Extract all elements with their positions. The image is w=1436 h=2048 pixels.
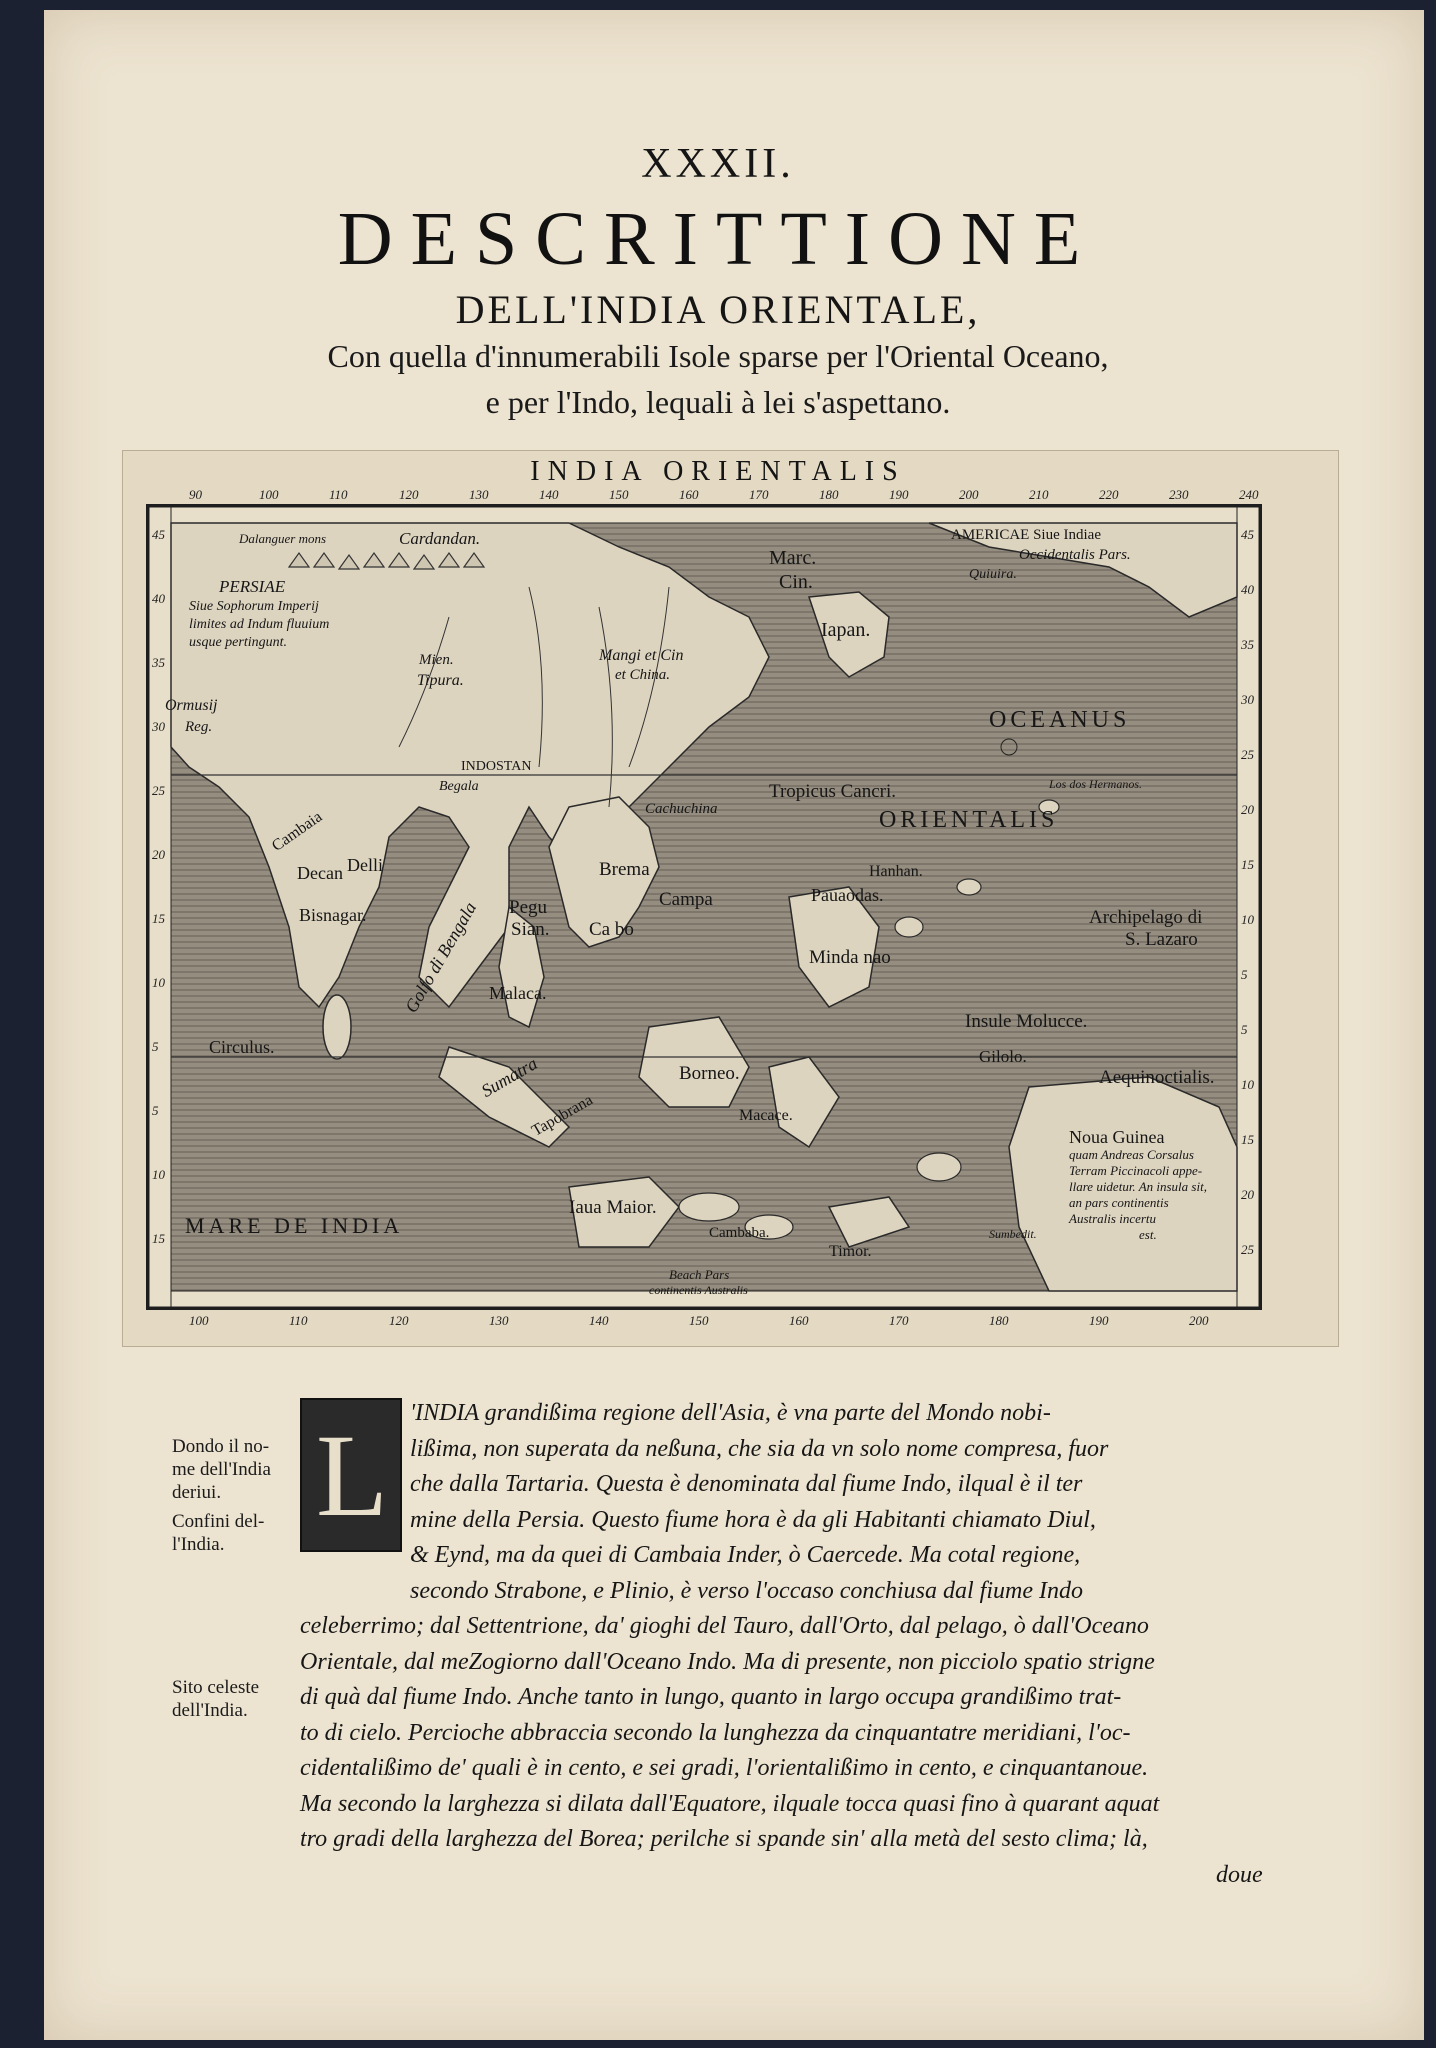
label-decan: Decan	[297, 863, 343, 883]
label-marc: Marc.	[769, 547, 817, 569]
body-line: tro gradi della larghezza del Borea; perilche si spande sin' alla metà del sesto clima; là,	[300, 1826, 1148, 1852]
body-line: Ma secondo la larghezza si dilata dall'Equatore, ilquale tocca quasi fino à quarant aquat	[300, 1790, 1160, 1817]
bottom-scale-tick: 150	[689, 1313, 709, 1328]
label-archipelago-1: Archipelago di	[1089, 907, 1203, 928]
top-scale-tick: 160	[679, 487, 699, 502]
bottom-scale-tick: 140	[589, 1313, 609, 1328]
bottom-scale-tick: 100	[189, 1313, 209, 1328]
label-los-hermanos: Los dos Hermanos.	[1049, 777, 1143, 791]
top-scale-tick: 230	[1169, 487, 1189, 502]
label-noua-6: Australis incertu	[1069, 1211, 1157, 1226]
right-scale-tick: 10	[1241, 912, 1254, 927]
label-persiae-sub2: limites ad Indum fluuium	[189, 617, 330, 632]
label-noua-2: quam Andreas Corsalus	[1069, 1147, 1194, 1162]
label-persiae: PERSIAE	[219, 577, 286, 596]
top-scale-tick: 190	[889, 487, 909, 502]
body-line: to di cielo. Percioche abbraccia secondo la lunghezza da cinquantatre meridiani, l'oc-	[300, 1719, 1131, 1746]
label-tipura: Tipura.	[417, 672, 464, 689]
label-ormus: Ormusij	[165, 697, 218, 714]
label-iapan: Iapan.	[821, 619, 871, 641]
decorated-initial: L	[300, 1398, 402, 1552]
label-malaca: Malaca.	[489, 983, 547, 1003]
top-scale-tick: 110	[329, 487, 348, 502]
label-golfo-bengala: Golfo di Bengala	[400, 898, 481, 1016]
bottom-scale-tick: 160	[789, 1313, 809, 1328]
label-noua-guinea: Noua Guinea	[1069, 1127, 1165, 1147]
top-scale-tick: 210	[1029, 487, 1049, 502]
label-cambaia: Cambaia	[268, 808, 326, 855]
right-scale-tick: 25	[1241, 747, 1254, 762]
margin-note-origin: Dondo il no- me dell'India deriui.	[172, 1436, 271, 1503]
right-scale-tick: 35	[1241, 637, 1254, 652]
body-line: cidentalißimo de' quali è in cento, e sei gradi, l'orientalißimo in cento, e cinquantanoue.	[300, 1755, 1149, 1781]
top-scale-tick: 170	[749, 487, 769, 502]
label-gilolo: Gilolo.	[979, 1047, 1027, 1066]
left-scale-tick: 30	[152, 719, 165, 734]
label-archipelago-2: S. Lazaro	[1125, 929, 1198, 950]
body-line: mine della Persia. Questo fiume hora è da gli Habitanti chiamato Diul,	[410, 1506, 1096, 1533]
left-scale-tick: 45	[152, 527, 165, 542]
description-line-1: Con quella d'innumerabili Isole sparse per l'Oriental Oceano,	[327, 338, 1109, 374]
label-macace: Macace.	[739, 1107, 793, 1124]
label-sian: Sian.	[511, 919, 550, 940]
right-scale-tick: 15	[1241, 857, 1254, 872]
right-scale-tick: 5	[1241, 1022, 1248, 1037]
label-cambaba: Cambaba.	[709, 1225, 770, 1241]
right-scale-tick: 15	[1241, 1132, 1254, 1147]
right-scale-tick: 30	[1241, 692, 1254, 707]
right-scale-tick: 20	[1241, 802, 1254, 817]
body-line: di quà dal fiume Indo. Anche tanto in lungo, quanto in largo occupa grandißimo trat-	[300, 1684, 1122, 1710]
label-cachuchina: Cachuchina	[645, 801, 718, 817]
body-line: 'INDIA grandißima regione dell'Asia, è vna parte del Mondo nobi-	[410, 1400, 1051, 1426]
left-scale-tick: 10	[152, 1167, 165, 1182]
top-scale-tick: 220	[1099, 487, 1119, 502]
label-sumatra: Sumatra	[477, 1053, 541, 1101]
label-cin: Cin.	[779, 571, 813, 593]
right-scale-tick: 20	[1241, 1187, 1254, 1202]
top-scale-tick: 200	[959, 487, 979, 502]
left-scale-tick: 10	[152, 975, 165, 990]
body-line: secondo Strabone, e Plinio, è verso l'occaso conchiusa dal fiume Indo	[410, 1577, 1083, 1604]
map-title: INDIA ORIENTALIS	[530, 456, 906, 487]
top-scale-tick: 120	[399, 487, 419, 502]
label-beach-1: Beach Pars	[669, 1267, 730, 1282]
label-beach-2: continentis Australis	[649, 1283, 748, 1297]
label-cardandan: Cardandan.	[399, 529, 481, 548]
top-scale-tick: 100	[259, 487, 279, 502]
body-line: che dalla Tartaria. Questa è denominata dal fiume Indo, ilqual è il ter	[410, 1471, 1083, 1497]
label-delli: Delli	[347, 855, 383, 875]
label-brema: Brema	[599, 859, 650, 880]
bottom-scale-tick: 120	[389, 1313, 409, 1328]
left-scale-tick: 40	[152, 591, 165, 606]
bottom-scale-tick: 190	[1089, 1313, 1109, 1328]
left-scale-tick: 35	[152, 655, 165, 670]
page-title: DESCRITTIONE	[337, 197, 1099, 281]
top-scale-tick: 240	[1239, 487, 1259, 502]
label-tropicus: Tropicus Cancri.	[769, 781, 897, 802]
label-orientalis: ORIENTALIS	[879, 807, 1059, 833]
label-timor: Timor.	[829, 1243, 872, 1260]
left-scale-tick: 5	[152, 1039, 159, 1054]
label-bisnagar: Bisnagar.	[299, 905, 367, 925]
bottom-scale-tick: 200	[1189, 1313, 1209, 1328]
label-aequinoctialis: Aequinoctialis.	[1099, 1067, 1215, 1088]
label-oceanus: OCEANUS	[989, 707, 1131, 733]
label-mien: Mien.	[419, 652, 454, 668]
label-campa: Campa	[659, 889, 713, 910]
label-america-1: AMERICAE Siue Indiae	[951, 527, 1101, 543]
body-line: lißima, non superata da neßuna, che sia da vn solo nome compresa, fuor	[410, 1435, 1109, 1462]
map-frame	[146, 487, 1262, 1328]
label-china: et China.	[615, 667, 670, 683]
bottom-scale-tick: 170	[889, 1313, 909, 1328]
margin-note-position: Sito celeste dell'India.	[172, 1677, 260, 1721]
bottom-scale-tick: 130	[489, 1313, 509, 1328]
left-scale-tick: 15	[152, 911, 165, 926]
left-scale-tick: 20	[152, 847, 165, 862]
label-hainan: Hanhan.	[869, 863, 923, 880]
page-subtitle: DELL'INDIA ORIENTALE,	[455, 287, 981, 332]
label-noua-4: llare uidetur. An insula sit,	[1069, 1179, 1207, 1194]
label-quiuira: Quiuira.	[969, 567, 1017, 582]
label-america-2: Occidentalis Pars.	[1019, 547, 1131, 563]
left-scale-tick: 15	[152, 1231, 165, 1246]
label-circulus: Circulus.	[209, 1037, 275, 1057]
top-scale-tick: 130	[469, 487, 489, 502]
body-line: celeberrimo; dal Settentrione, da' gioghi del Tauro, dall'Orto, dal pelago, ò dall'Oceano	[300, 1613, 1149, 1639]
body-line: doue	[1216, 1861, 1263, 1888]
label-cabo: Ca bo	[589, 919, 634, 940]
label-pegu: Pegu	[509, 897, 547, 918]
top-scale-tick: 180	[819, 487, 839, 502]
right-scale-tick: 25	[1241, 1242, 1254, 1257]
label-mare-india: MARE DE INDIA	[185, 1213, 404, 1238]
label-noua-3: Terram Piccinacoli appe-	[1069, 1163, 1203, 1178]
right-scale-tick: 10	[1241, 1077, 1254, 1092]
top-scale-tick: 140	[539, 487, 559, 502]
top-scale-tick: 90	[189, 487, 202, 502]
label-persiae-sub1: Siue Sophorum Imperij	[189, 599, 319, 614]
margin-note-borders: Confini del- l'India.	[172, 1511, 265, 1555]
right-scale-tick: 45	[1241, 527, 1254, 542]
right-scale-tick: 5	[1241, 967, 1248, 982]
label-begala: Begala	[439, 779, 479, 794]
label-indostan: INDOSTAN	[461, 759, 532, 774]
label-reg: Reg.	[185, 719, 213, 735]
right-scale-tick: 40	[1241, 582, 1254, 597]
top-scale-tick: 150	[609, 487, 629, 502]
page-number: XXXII.	[641, 141, 795, 187]
label-noua-5: an pars continentis	[1069, 1195, 1169, 1210]
label-pauaodas: Pauaodas.	[811, 885, 884, 905]
bottom-scale-tick: 180	[989, 1313, 1009, 1328]
label-borneo: Borneo.	[679, 1063, 740, 1084]
label-mindanao: Minda nao	[809, 947, 891, 968]
label-iaua: Iaua Maior.	[569, 1197, 657, 1218]
left-scale-tick: 5	[152, 1103, 159, 1118]
label-persiae-sub3: usque pertingunt.	[189, 635, 287, 650]
left-scale-tick: 25	[152, 783, 165, 798]
description-line-2: e per l'Indo, lequali à lei s'aspettano.	[485, 384, 951, 420]
bottom-scale-tick: 110	[289, 1313, 308, 1328]
label-sumbedit: Sumbedit.	[989, 1227, 1037, 1241]
label-tapobrana: Tapobrana	[529, 1091, 596, 1140]
body-line: & Eynd, ma da quei di Cambaia Inder, ò Caercede. Ma cotal regione,	[410, 1542, 1081, 1568]
ceylon	[323, 995, 351, 1059]
label-noua-7: est.	[1139, 1227, 1157, 1242]
body-line: Orientale, dal meZogiorno dall'Oceano Indo. Ma di presente, non picciolo spatio strigne	[300, 1648, 1155, 1675]
label-mangi: Mangi et Cin	[599, 647, 684, 664]
label-moluccae: Insule Molucce.	[965, 1011, 1088, 1032]
label-dalanguer: Dalanguer mons	[239, 531, 327, 546]
